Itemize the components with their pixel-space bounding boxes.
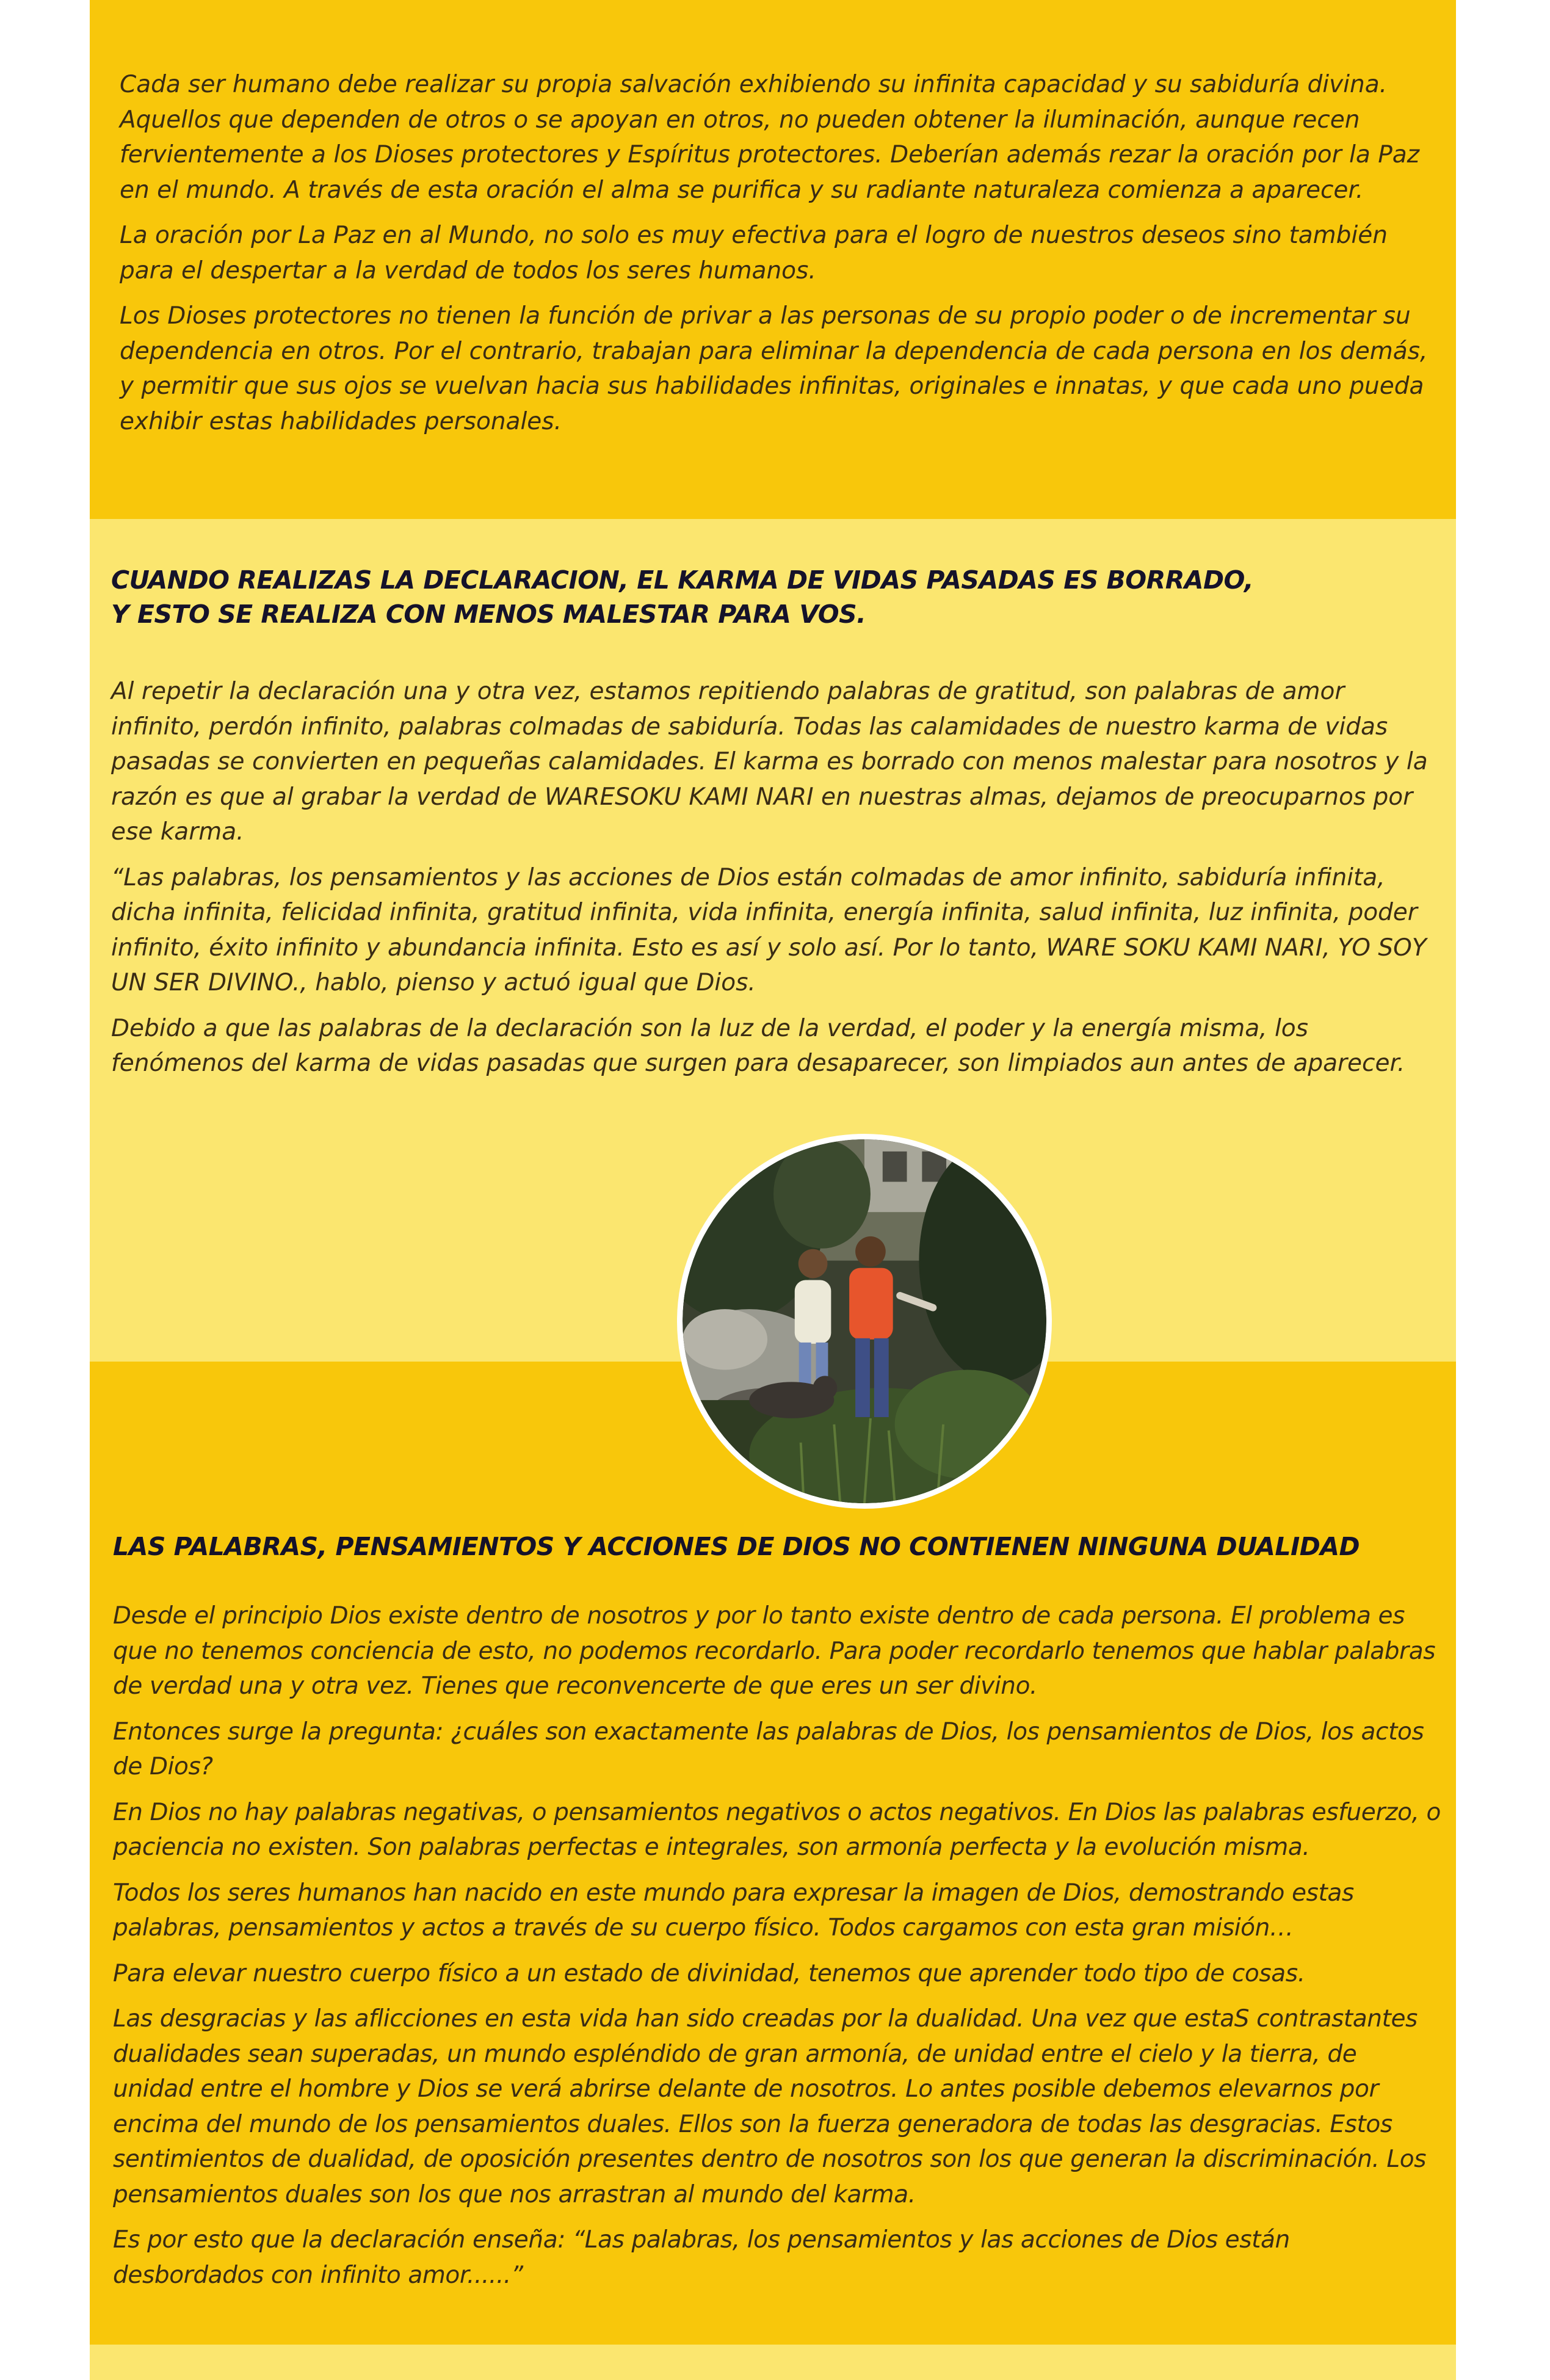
section1-heading <box>111 563 1430 631</box>
section2-body <box>113 1598 1444 2293</box>
intro-paragraph: Cada ser humano debe realizar su propia salvación exhibiendo su infinita capacidad y su sabiduría divina. Aquellos que dependen de otros o se apoyan en otros, no pueden obtener la iluminación, aunque recen fervientemente a los Dioses protectores y Espíritus protectores. Deberían además rezar la oración por la Paz en el mundo. A través de esta oración el alma se purifica y su radiante naturaleza comienza a aparecer. <box>120 71 1420 204</box>
section2-paragraph: Entonces surge la pregunta: ¿cuáles son exactamente las palabras de Dios, los pensamientos de Dios, los actos de Dios? <box>113 1718 1424 1780</box>
section2-paragraph: Desde el principio Dios existe dentro de nosotros y por lo tanto existe dentro de cada persona. El problema es que no tenemos conciencia de esto, no podemos recordarlo. Para poder recordarlo tenemos que hablar palabras de verdad una y otra vez. Tienes que reconvencerte de que eres un ser divino. <box>113 1602 1436 1700</box>
footer-band <box>90 2345 1456 2380</box>
section2-paragraph: Todos los seres humanos han nacido en este mundo para expresar la imagen de Dios, demostrando estas palabras, pensamientos y actos a través de su cuerpo físico. Todos cargamos con esta gran misión… <box>113 1879 1354 1942</box>
section2-paragraph: Para elevar nuestro cuerpo físico a un estado de divinidad, tenemos que aprender todo tipo de cosas. <box>113 1959 1305 1987</box>
section1-paragraph: “Las palabras, los pensamientos y las acciones de Dios están colmadas de amor infinito, sabiduría infinita, dicha infinita, felicidad infinita, gratitud infinita, vida infinita, energía infinita, salud infinita, luz infinita, poder infinito, éxito infinito y abundancia infinita. Esto es así y solo así. Por lo tanto, WARE SOKU KAMI NARI, YO SOY UN SER DIVINO., hablo, pienso y actuó igual que Dios. <box>111 863 1427 996</box>
section2-paragraph: Las desgracias y las aflicciones en esta vida han sido creadas por la dualidad. Una vez que estaS contrastantes dualidades sean superadas, un mundo espléndido de gran armonía, de unidad entre el cielo y la tierra, de unidad entre el hombre y Dios se verá abrirse delante de nosotros. Lo antes posible debemos elevarnos por encima del mundo de los pensamientos duales. Ellos son la fuerza generadora de todas las desgracias. Estos sentimientos de dualidad, de oposición presentes dentro de nosotros son los que generan la discriminación. Los pensamientos duales son los que nos arrastran al mundo del karma. <box>113 2005 1427 2208</box>
intro-paragraph: La oración por La Paz en al Mundo, no solo es muy efectiva para el logro de nuestros deseos sino también para el despertar a la verdad de todos los seres humanos. <box>120 222 1388 285</box>
circular-photo <box>677 1134 1052 1509</box>
section2-paragraph: En Dios no hay palabras negativas, o pensamientos negativos o actos negativos. En Dios las palabras esfuerzo, o paciencia no existen. Son palabras perfectas e integrales, son armonía perfecta y la evolución misma. <box>113 1798 1441 1861</box>
section2-heading <box>113 1529 1432 1564</box>
section1-body <box>111 674 1430 1081</box>
section2-paragraph: Es por esto que la declaración enseña: “Las palabras, los pensamientos y las acciones de Dios están desbordados con infinito amor......” <box>113 2226 1290 2289</box>
photo-two-people-in-garden <box>683 1139 1046 1503</box>
page-column <box>90 0 1456 2380</box>
section1-paragraph: Debido a que las palabras de la declaración son la luz de la verdad, el poder y la energía misma, los fenómenos del karma de vidas pasadas que surgen para desaparecer, son limpiados aun antes de aparecer. <box>111 1014 1405 1077</box>
section1-paragraph: Al repetir la declaración una y otra vez, estamos repitiendo palabras de gratitud, son palabras de amor infinito, perdón infinito, palabras colmadas de sabiduría. Todas las calamidades de nuestro karma de vidas pasadas se convierten en pequeñas calamidades. El karma es borrado con menos malestar para nosotros y la razón es que al grabar la verdad de WARESOKU KAMI NARI en nuestras almas, dejamos de preocuparnos por ese karma. <box>111 678 1428 846</box>
section1-heading-line: Y ESTO SE REALIZA CON MENOS MALESTAR PARA VOS. <box>111 600 866 629</box>
intro-text <box>120 67 1438 439</box>
section2-heading-line: LAS PALABRAS, PENSAMIENTOS Y ACCIONES DE DIOS NO CONTIENEN NINGUNA DUALIDAD <box>113 1532 1360 1561</box>
section1-heading-line: CUANDO REALIZAS LA DECLARACION, EL KARMA DE VIDAS PASADAS ES BORRADO, <box>111 565 1254 595</box>
intro-paragraph: Los Dioses protectores no tienen la función de privar a las personas de su propio poder o de incrementar su dependencia en otros. Por el contrario, trabajan para eliminar la dependencia de cada persona en los demás, y permitir que sus ojos se vuelvan hacia sus habilidades infinitas, originales e innatas, y que cada uno pueda exhibir estas habilidades personales. <box>120 302 1428 435</box>
